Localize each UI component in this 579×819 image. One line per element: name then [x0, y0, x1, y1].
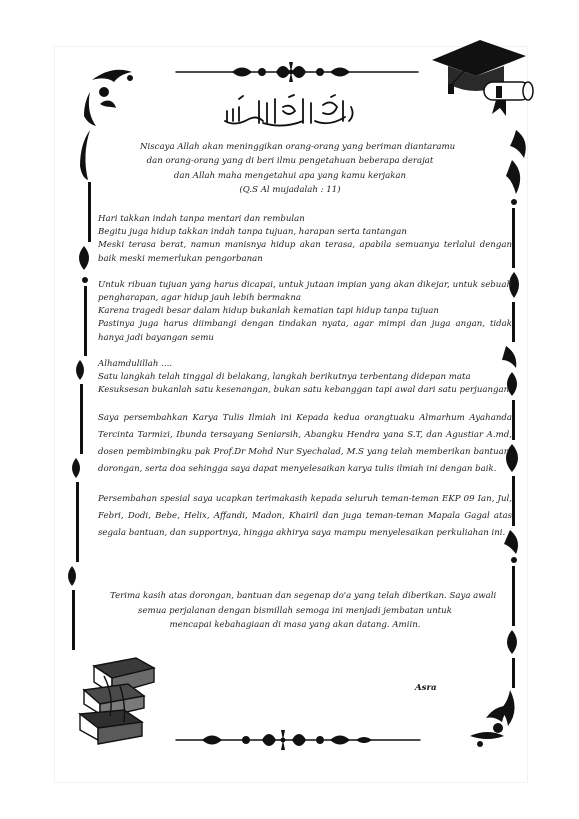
diploma-scroll-icon [484, 82, 533, 116]
closing-line: Terima kasih atas dorongan, bantuan dan segenap do'a yang telah diberikan. Saya awali [110, 591, 497, 601]
quote-reference: (Q.S Al mujadalah : 11) [239, 185, 341, 196]
stanza-line: Pastinya juga harus diimbangi dengan tindakan nyata, agar mimpi dan juga angan, tidak hanya jadi bayangan semu [98, 319, 512, 343]
quote-line: dan Allah maha mengetahui apa yang kamu kerjakan [173, 170, 407, 181]
left-border-ornament [68, 130, 91, 650]
author-signature: Asra [415, 683, 437, 693]
stanza-line: Kesuksesan bukanlah satu kesenangan, bukan satu kebanggan tapi awal dari satu perjuangan [98, 385, 510, 396]
stanza-line: Untuk ribuan tujuan yang harus dicapai, untuk jutaan impian yang akan dikejar, untuk sebuah pengharapan, agar hidup jauh lebih bermakna [98, 279, 512, 304]
quote-line: dan orang-orang yang di beri ilmu pengetahuan beberapa derajat [146, 156, 434, 167]
closing-note [110, 589, 497, 633]
dedication-body [98, 213, 512, 542]
special-thanks-paragraph: Persembahan spesial saya ucapkan terimakasih kepada seluruh teman-teman EKP 09 Ian, Jul, Febri, Dodi, Bebe, Helix, Affandi, Madon, Khairil dan juga teman-teman Mapala Gagal atas segala bantuan, dan supportnya, hingga akhirya saya mampu menyelesaikan perkuliahan ini. [98, 494, 512, 539]
dedication-paragraph: Saya persembahkan Karya Tulis Ilmiah ini Kepada kedua orangtuaku Almarhum Ayahanda Tercinta Tarmizi, Ibunda tersayang Seniarsih, Abangku Hendra yana S.T, dan Agustiar A.md, dosen pembimbingku pak Prof.Dr Mohd Nur Syechalad, M.S yang telah memberikan bantuan, dorongan, serta doa sehingga saya dapat menyelesaikan karya tulis ilmiah ini dengan baik. [98, 413, 512, 475]
closing-line: mencapai kebahagiaan di masa yang akan datang. Amiin. [169, 620, 421, 631]
stacked-books-icon [80, 658, 154, 744]
quote-line: Niscaya Allah akan meninggikan orang-orang yang beriman diantaramu [140, 142, 456, 152]
basmala-calligraphy [219, 93, 359, 131]
stanza-line: Karena tragedi besar dalam hidup bukanlah kematian tapi hidup tanpa tujuan [98, 306, 439, 317]
corner-ornament-top-left [84, 70, 133, 126]
stanza-line: Meski terasa berat, namun manisnya hidup akan terasa, apabila semuanya terlalui dengan baik meski memerlukan pengorbanan [98, 240, 512, 264]
quran-quote [140, 140, 456, 198]
stanza-line: Hari takkan indah tanpa mentari dan rembulan [98, 214, 305, 224]
top-flourish-icon [232, 62, 350, 82]
corner-ornament-bottom-right [470, 690, 515, 747]
stanza-line: Satu langkah telah tinggal di belakang, langkah berikutnya terbentang didepan mata [98, 372, 471, 383]
stanza-line: Alhamdulillah .... [98, 358, 173, 369]
closing-line: semua perjalanan dengan bismillah semoga ini menjadi jembatan untuk [138, 605, 452, 616]
stanza-line: Begitu juga hidup takkan indah tanpa tujuan, harapan serta tantangan [98, 227, 407, 238]
calligraphy-icon [219, 93, 359, 131]
